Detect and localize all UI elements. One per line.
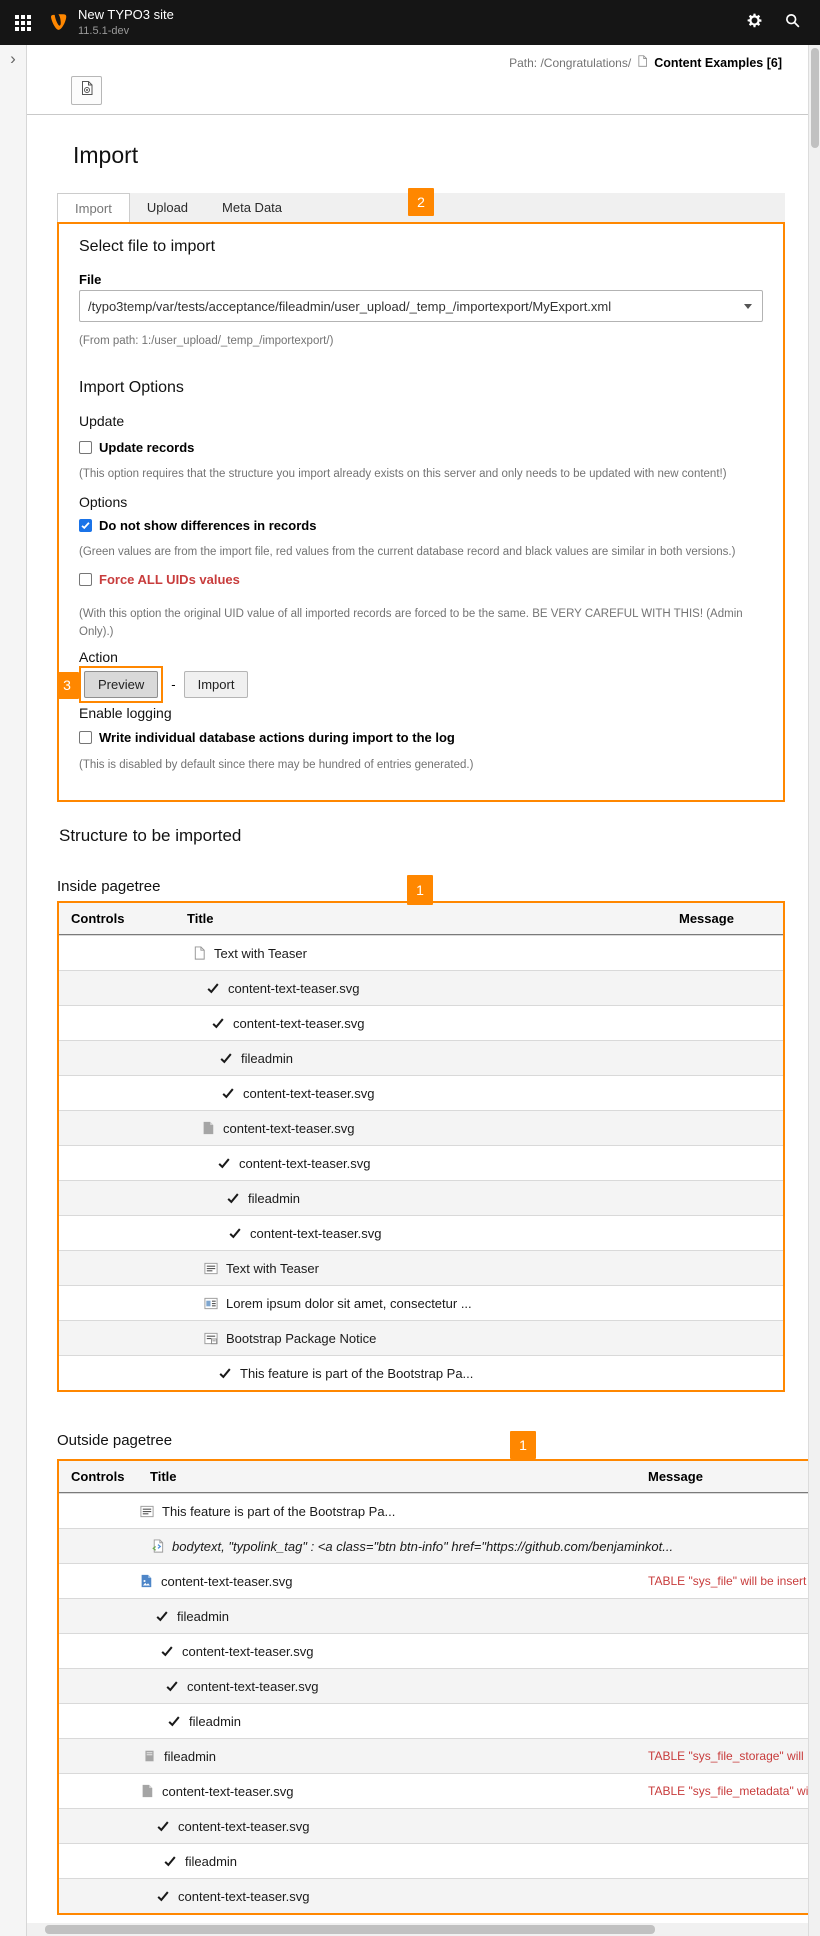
row-title: content-text-teaser.svg [162, 1783, 294, 1799]
row-title: fileadmin [185, 1853, 238, 1869]
check-icon [155, 1888, 171, 1904]
no-diff-help: (Green values are from the import file, red values from the current database record and black values are similar in both versions.) [79, 545, 736, 558]
search-button[interactable] [776, 7, 808, 39]
action-heading: Action [79, 649, 118, 666]
file-select[interactable] [79, 290, 763, 322]
force-uids-checkbox[interactable] [79, 573, 92, 586]
log-actions-row [79, 730, 763, 745]
force-uids-help: (With this option the original UID value of all imported records are forced to be the same. BE VERY CAREFUL WITH THIS! (Admin Only).) [79, 608, 743, 639]
table-header [59, 1461, 808, 1493]
row-title: content-text-teaser.svg [178, 1888, 310, 1904]
check-icon [166, 1713, 182, 1729]
check-icon [218, 1050, 234, 1066]
topbar [0, 0, 820, 45]
check-icon [225, 1190, 241, 1206]
from-path-note: (From path: 1:/user_upload/_temp_/importexport/) [79, 335, 334, 347]
table-row [59, 1668, 808, 1703]
file-image-icon [138, 1573, 154, 1589]
import-options-heading: Import Options [79, 378, 184, 396]
update-records-help: (This option requires that the structure you import already exists on this server and only needs to be updated with new content!) [79, 467, 727, 480]
table-row [59, 1355, 783, 1390]
no-diff-checkbox[interactable] [79, 519, 92, 532]
settings-button[interactable] [738, 7, 770, 39]
action-row [63, 665, 763, 703]
table-row [59, 1878, 808, 1913]
force-uids-row [79, 572, 763, 587]
check-icon [227, 1225, 243, 1241]
row-title: content-text-teaser.svg [228, 980, 360, 996]
table-row [59, 1320, 783, 1355]
row-title: This feature is part of the Bootstrap Pa... [162, 1503, 396, 1519]
preview-button[interactable]: Preview [84, 671, 158, 698]
row-title: content-text-teaser.svg [250, 1225, 382, 1241]
button-separator: - [171, 676, 176, 692]
ce-notice-icon [203, 1330, 219, 1346]
row-title: bodytext, "typolink_tag" : <a class="btn btn-info" href="https://github.com/benjaminkot... [172, 1538, 674, 1554]
row-title: content-text-teaser.svg [182, 1643, 314, 1659]
check-icon [154, 1608, 170, 1624]
row-title: Text with Teaser [214, 945, 307, 961]
check-icon [216, 1155, 232, 1171]
site-title [78, 7, 174, 38]
check-icon [210, 1015, 226, 1031]
row-message: TABLE "sys_file_metadata" wi [648, 1784, 808, 1798]
file-icon [200, 1120, 216, 1136]
storage-icon [141, 1748, 157, 1764]
ce-textpic-icon [203, 1295, 219, 1311]
check-icon [162, 1853, 178, 1869]
table-row [59, 1075, 783, 1110]
preview-highlight [63, 666, 163, 703]
table-header [59, 903, 783, 935]
page-record-icon [636, 54, 649, 71]
import-tab-panel [57, 222, 785, 802]
row-title: fileadmin [177, 1608, 230, 1624]
tab-import[interactable]: Import [57, 193, 130, 222]
outside-pagetree-heading: Outside pagetree [57, 1432, 173, 1449]
table-row [59, 1215, 783, 1250]
check-icon [220, 1085, 236, 1101]
row-title: fileadmin [189, 1713, 242, 1729]
nav-strip [0, 45, 27, 1936]
log-actions-label: Write individual database actions during import to the log [99, 730, 455, 746]
column-header-message: Message [648, 1469, 703, 1484]
row-title: content-text-teaser.svg [233, 1015, 365, 1031]
log-actions-help: (This is disabled by default since there may be hundred of entries generated.) [79, 759, 474, 772]
row-title: fileadmin [164, 1748, 217, 1764]
table-row [59, 1773, 808, 1808]
table-row [59, 1180, 783, 1215]
row-title: Lorem ipsum dolor sit amet, consectetur ... [226, 1295, 472, 1311]
force-uids-label: Force ALL UIDs values [99, 572, 240, 588]
record-title: Content Examples [6] [654, 55, 782, 70]
column-header-title: Title [187, 911, 214, 926]
ce-text-icon [139, 1503, 155, 1519]
table-row [59, 1493, 808, 1528]
no-diff-label: Do not show differences in records [99, 517, 317, 533]
update-records-label: Update records [99, 439, 195, 455]
site-name: New TYPO3 site [78, 6, 174, 22]
no-diff-row [79, 518, 763, 533]
table-row [59, 1145, 783, 1180]
table-row [59, 1040, 783, 1075]
inside-pagetree-heading: Inside pagetree [57, 878, 161, 895]
table-row [59, 1808, 808, 1843]
tab-meta-data[interactable]: Meta Data [222, 200, 283, 215]
table-row [59, 1285, 783, 1320]
logging-heading: Enable logging [79, 705, 172, 722]
options-heading: Options [79, 493, 128, 510]
row-title: content-text-teaser.svg [187, 1678, 319, 1694]
row-title: This feature is part of the Bootstrap Pa... [240, 1365, 474, 1381]
horizontal-scrollbar[interactable] [27, 1923, 808, 1936]
check-icon [217, 1365, 233, 1381]
highlight-badge-1-outside: 1 [510, 1431, 536, 1459]
row-title: content-text-teaser.svg [161, 1573, 293, 1589]
tab-upload[interactable]: Upload [146, 200, 189, 215]
table-row [59, 1738, 808, 1773]
row-title: Text with Teaser [226, 1260, 319, 1276]
check-icon [205, 980, 221, 996]
document-view-icon [79, 80, 95, 101]
column-header-controls: Controls [71, 911, 125, 926]
docheader-buttons [71, 76, 782, 105]
update-records-checkbox[interactable] [79, 441, 92, 454]
table-row [59, 970, 783, 1005]
row-title: Bootstrap Package Notice [226, 1330, 377, 1346]
row-message: TABLE "sys_file_storage" will [648, 1749, 804, 1763]
expand-nav-chevron-icon[interactable]: › [10, 49, 16, 68]
table-row [59, 935, 783, 970]
import-button[interactable]: Import [184, 671, 249, 698]
vertical-scrollbar-thumb[interactable] [811, 48, 819, 148]
gear-icon [746, 12, 763, 34]
typo3-version: 11.5.1-dev [78, 24, 130, 37]
check-icon [159, 1643, 175, 1659]
check-icon [155, 1818, 171, 1834]
update-records-row [79, 440, 763, 455]
structure-heading: Structure to be imported [59, 826, 242, 845]
file-label: File [79, 272, 102, 287]
row-title: fileadmin [241, 1050, 294, 1066]
log-actions-checkbox[interactable] [79, 731, 92, 744]
ce-text-icon [203, 1260, 219, 1276]
row-title: fileadmin [248, 1190, 301, 1206]
page-icon [191, 945, 207, 961]
view-record-button[interactable] [71, 76, 102, 105]
outside-pagetree-table [57, 1459, 808, 1915]
typo3-logo-icon [47, 12, 69, 34]
table-row [59, 1843, 808, 1878]
table-row [59, 1250, 783, 1285]
row-message: TABLE "sys_file" will be insert [648, 1574, 807, 1588]
highlight-badge-3: 3 [57, 672, 79, 699]
softref-icon [149, 1538, 165, 1554]
file-select-wrap [79, 290, 763, 322]
row-title: content-text-teaser.svg [243, 1085, 375, 1101]
search-icon [784, 12, 801, 34]
module-frame [27, 45, 808, 1922]
inside-pagetree-table [57, 901, 785, 1392]
page-path: Path: /Congratulations/ [509, 55, 632, 70]
highlight-badge-1-inside: 1 [407, 875, 433, 905]
column-header-message: Message [679, 911, 734, 926]
page-title: Import [73, 142, 139, 168]
vertical-scrollbar[interactable] [808, 45, 820, 1936]
table-row [59, 1598, 808, 1633]
highlight-badge-2: 2 [408, 188, 434, 216]
row-title: content-text-teaser.svg [178, 1818, 310, 1834]
table-row [59, 1703, 808, 1738]
row-title: content-text-teaser.svg [223, 1120, 355, 1136]
column-header-title: Title [150, 1469, 177, 1484]
import-module [27, 141, 808, 1915]
select-file-heading: Select file to import [79, 238, 216, 255]
docheader [27, 45, 808, 115]
topbar-actions [738, 7, 820, 39]
tabbar [57, 193, 785, 222]
table-row [59, 1528, 808, 1563]
table-row [59, 1633, 808, 1668]
table-row [59, 1110, 783, 1145]
check-icon [164, 1678, 180, 1694]
column-header-controls: Controls [71, 1469, 125, 1484]
table-row [59, 1005, 783, 1040]
update-heading: Update [79, 412, 125, 429]
row-title: content-text-teaser.svg [239, 1155, 371, 1171]
horizontal-scrollbar-thumb[interactable] [45, 1925, 655, 1934]
table-row [59, 1563, 808, 1598]
file-icon [139, 1783, 155, 1799]
grid-icon [15, 15, 31, 31]
module-menu-button[interactable] [0, 0, 45, 45]
breadcrumb [47, 45, 782, 71]
